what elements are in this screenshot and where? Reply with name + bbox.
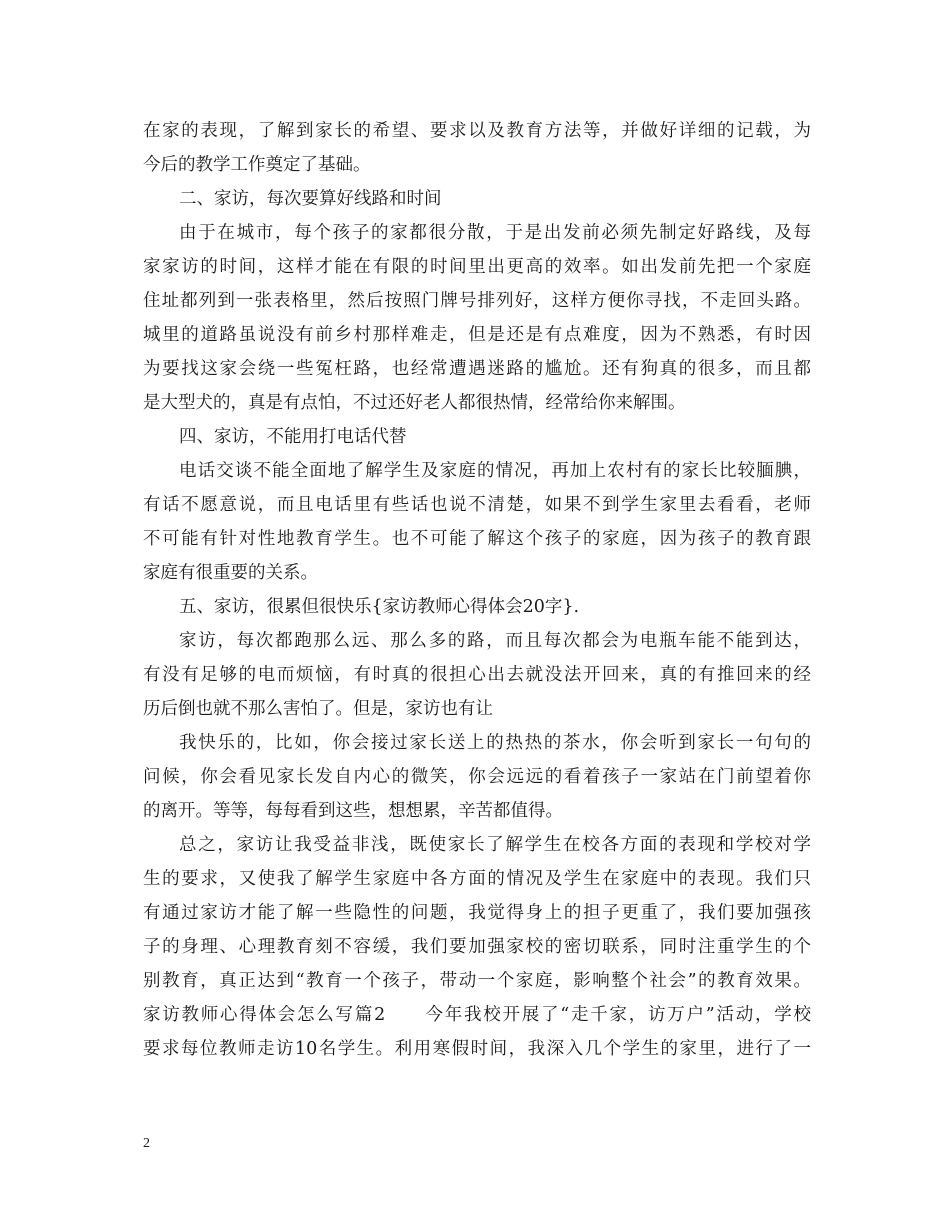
text-line: 历后倒也就不那么害怕了。但是，家访也有让 — [143, 699, 493, 719]
text-line: 有没有足够的电而烦恼，有时真的很担心出去就没法开回来，真的有推回来的经 — [143, 665, 811, 685]
text-line: 为要找这家会绕一些冤枉路，也经常遭遇迷路的尴尬。还有狗真的很多，而且都 — [143, 359, 811, 379]
text-line: 别教育，真正达到“教育一个孩子，带动一个家庭，影响整个社会”的教育效果。 — [143, 971, 811, 991]
text-line: 问候，你会看见家长发自内心的微笑，你会远远的看着孩子一家站在门前望着你 — [143, 767, 811, 787]
text-line: 生的要求，又使我了解学生家庭中各方面的情况及学生在家庭中的表现。我们只 — [143, 869, 811, 889]
text-line: 要求每位教师走访10名学生。利用寒假时间，我深入几个学生的家里，进行了一 — [143, 1039, 811, 1059]
text-line: 电话交谈不能全面地了解学生及家庭的情况，再加上农村有的家长比较腼腆， — [179, 461, 811, 481]
text-line: 五、家访，很累但很快乐{家访教师心得体会20字}. — [179, 597, 580, 617]
text-line: 的离开。等等，每每看到这些，想想累，辛苦都值得。 — [143, 801, 563, 821]
text-line: 有话不愿意说，而且电话里有些话也说不清楚，如果不到学生家里去看看，老师 — [143, 495, 811, 515]
text-line: 四、家访，不能用打电话代替 — [179, 427, 407, 447]
text-line: 总之，家访让我受益非浅，既使家长了解学生在校各方面的表现和学校对学 — [179, 835, 811, 855]
text-line: 家访教师心得体会怎么写篇2 今年我校开展了“走千家，访万户”活动，学校 — [143, 1005, 811, 1025]
text-line: 家访，每次都跑那么远、那么多的路，而且每次都会为电瓶车能不能到达， — [179, 631, 811, 651]
text-line: 我快乐的，比如，你会接过家长送上的热热的茶水，你会听到家长一句句的 — [179, 733, 811, 753]
text-line: 由于在城市，每个孩子的家都很分散，于是出发前必须先制定好路线，及每 — [179, 223, 811, 243]
text-line: 是大型犬的，真是有点怕，不过还好老人都很热情，经常给你来解围。 — [143, 393, 686, 413]
page-number: 2 — [143, 1136, 150, 1151]
text-line: 二、家访，每次要算好线路和时间 — [179, 189, 442, 209]
text-line: 在家的表现，了解到家长的希望、要求以及教育方法等，并做好详细的记载，为 — [143, 121, 811, 141]
text-line: 家家访的时间，这样才能在有限的时间里出更高的效率。如出发前先把一个家庭 — [143, 257, 811, 277]
body-text — [143, 114, 811, 1066]
text-line: 家庭有很重要的关系。 — [143, 563, 318, 583]
text-line: 今后的教学工作奠定了基础。 — [143, 155, 371, 175]
text-line: 不可能有针对性地教育学生。也不可能了解这个孩子的家庭，因为孩子的教育跟 — [143, 529, 811, 549]
text-line: 有通过家访才能了解一些隐性的问题，我觉得身上的担子更重了，我们要加强孩 — [143, 903, 811, 923]
text-line: 住址都列到一张表格里，然后按照门牌号排列好，这样方便你寻找，不走回头路。 — [143, 291, 811, 311]
text-line: 子的身理、心理教育刻不容缓，我们要加强家校的密切联系，同时注重学生的个 — [143, 937, 811, 957]
text-line: 城里的道路虽说没有前乡村那样难走，但是还是有点难度，因为不熟悉，有时因 — [143, 325, 811, 345]
